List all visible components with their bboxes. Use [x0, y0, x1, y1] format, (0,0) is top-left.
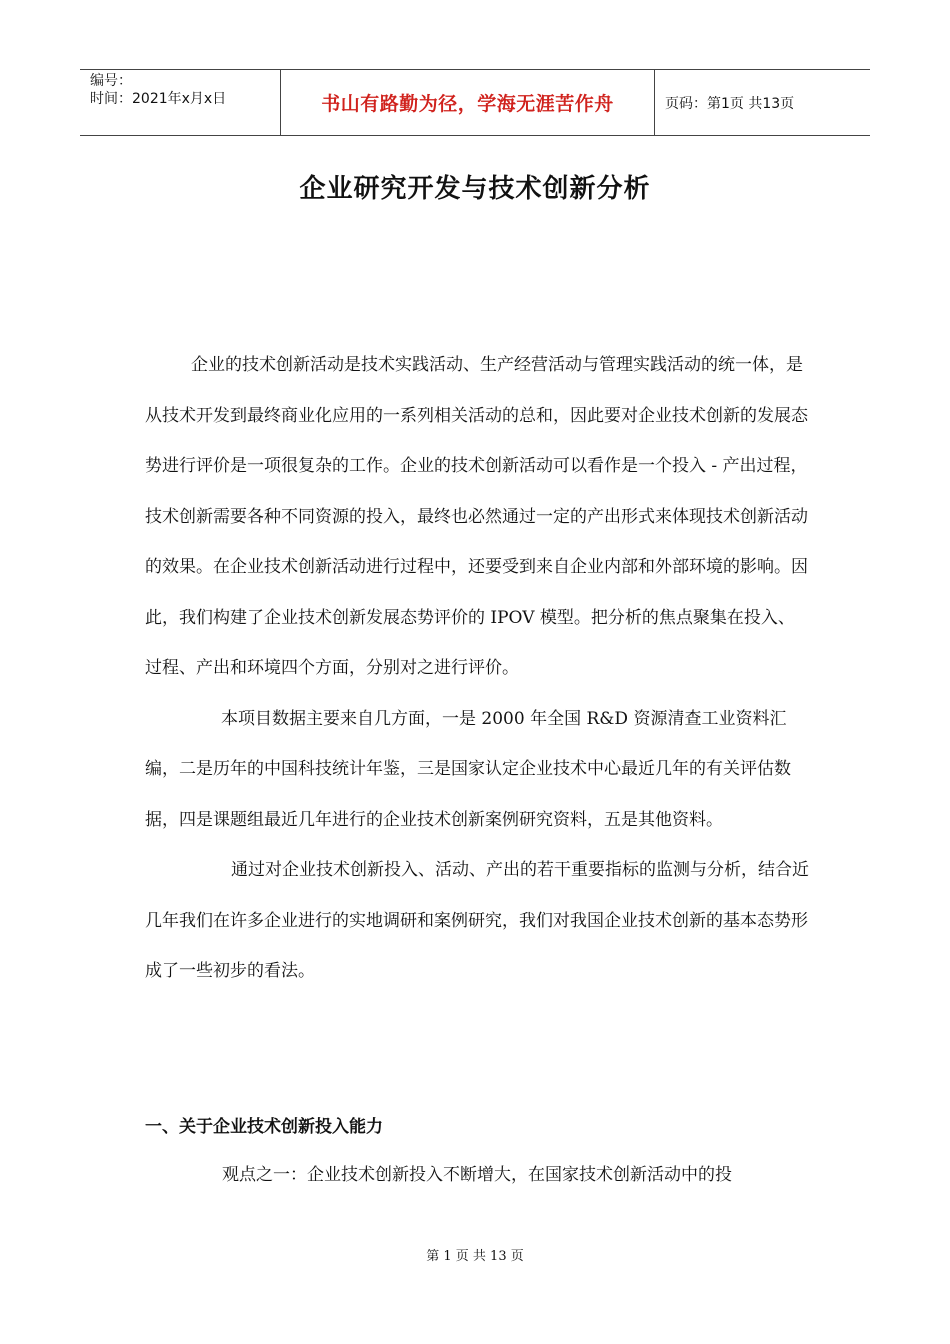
paragraph: 本项目数据主要来自几方面，一是 2000 年全国 R&D 资源清查工业资料汇编，二是历年的中国科技统计年鉴，三是国家认定企业技术中心最近几年的有关评估数据，四是课题组最近几年进行的企业技术创新案例研究资料，五是其他资料。 [145, 708, 791, 830]
serial-label: 编号： [90, 73, 132, 89]
section-heading: 一、关于企业技术创新投入能力 [145, 1117, 383, 1137]
header-motto-cell [281, 70, 655, 135]
paragraph: 企业的技术创新活动是技术实践活动、生产经营活动与管理实践活动的统一体，是从技术开发到最终商业化应用的一系列相关活动的总和，因此要对企业技术创新的发展态势进行评价是一项很复杂的工作。企业的技术创新活动可以看作是一个投入 - 产出过程，技术创新需要各种不同资源的投入，最终也必然通过一定的产出形式来体现技术创新活动的效果。在企业技术创新活动进行过程中，还要受到来自企业内部和外部环境的影响。因此，我们构建了企业技术创新发展态势评价的 IPOV 模型。把分析的焦点聚集在投入、过程、产出和环境四个方面，分别对之进行评价。 [145, 355, 808, 678]
document-header [80, 69, 870, 136]
page-info: 页码：第1页 共13页 [665, 95, 795, 112]
page-footer: 第 1 页 共 13 页 [426, 1249, 524, 1264]
time-label: 时间：2021年x月x日 [90, 91, 227, 107]
document-body [145, 340, 810, 997]
motto: 书山有路勤为径，学海无涯苦作舟 [321, 93, 614, 115]
header-meta [80, 70, 281, 135]
document-title: 企业研究开发与技术创新分析 [299, 174, 651, 204]
viewpoint-text: 观点之一：企业技术创新投入不断增大，在国家技术创新活动中的投 [222, 1165, 732, 1185]
paragraph: 通过对企业技术创新投入、活动、产出的若干重要指标的监测与分析，结合近几年我们在许多企业进行的实地调研和案例研究，我们对我国企业技术创新的基本态势形成了一些初步的看法。 [145, 860, 809, 981]
header-page-cell [655, 70, 870, 135]
